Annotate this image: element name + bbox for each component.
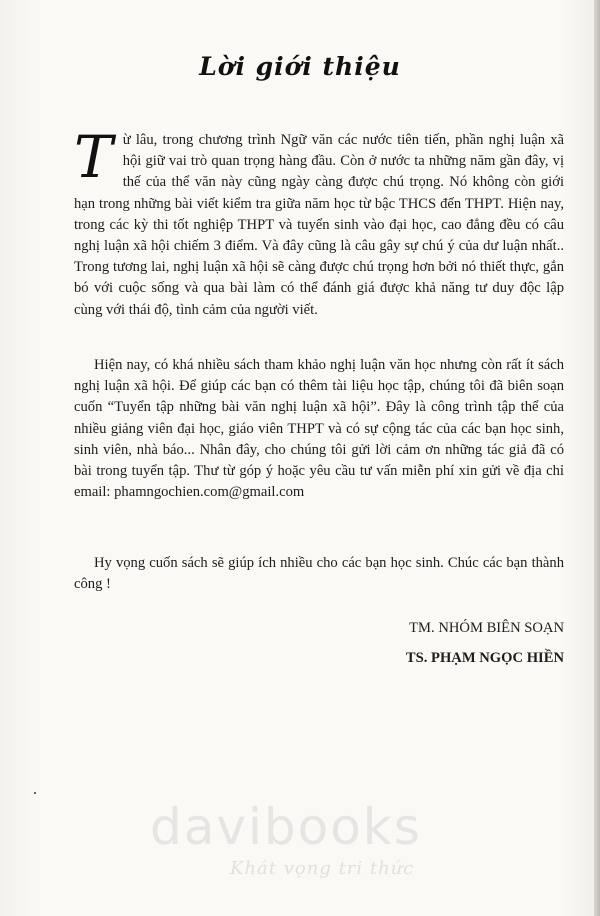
intro-paragraph-1-text: ừ lâu, trong chương trình Ngữ văn các nước tiên tiến, phần nghị luận xã hội giữ vai trò quan trọng hàng đầu. Còn ở nước ta những năm gần đây, vị thế của thể văn này cũng ngày càng được chú trọng. Nó không còn giới hạn trong những bài viết kiểm tra giữa năm học từ bậc THCS đến THPT. Hiện nay, trong các kỳ thi tốt nghiệp THPT và tuyển sinh vào đại học, cao đẳng đều có câu nghị luận xã hội chiếm 3 điểm. Và đây cũng là câu gây sự chú ý của dư luận nhất.. Trong tương lai, nghị luận xã hội sẽ càng được chú trọng hơn bởi nó thiết thực, gắn bó với cuộc sống và qua bài làm có thể đánh giá được khả năng tư duy độc lập cùng với thái độ, tình cảm của người viết. [74,132,564,318]
drop-cap: T [74,123,113,191]
intro-paragraph-2: Hiện nay, có khá nhiều sách tham khảo nghị luận văn học nhưng còn rất ít sách nghị luận xã hội. Để giúp các bạn có thêm tài liệu học tập, chúng tôi đã biên soạn cuốn “Tuyển tập những bài văn nghị luận xã hội”. Đây là công trình tập thể của nhiều giảng viên đại học, giáo viên THPT và có sự cộng tác của các bạn học sinh, sinh viên, nhà báo... Nhân đây, cho chúng tôi gửi lời cảm ơn những tác giả đã có bài trong tuyển tập. Thư từ góp ý hoặc yêu cầu tư vấn miễn phí xin gửi về địa chỉ email: phamngochien.com@gmail.com [74,357,564,501]
signature-group: TM. NHÓM BIÊN SOẠN [409,620,564,636]
watermark-tagline: Khát vọng tri thức [230,858,415,879]
ink-dot [34,792,36,794]
intro-paragraph-3: Hy vọng cuốn sách sẽ giúp ích nhiều cho các bạn học sinh. Chúc các bạn thành công ! [74,555,564,593]
watermark-brand: davibooks [150,798,422,856]
page-edge-shadow [594,0,600,916]
page-title: Lời giới thiệu [199,52,401,81]
signature-name: TS. PHẠM NGỌC HIỀN [405,650,564,666]
intro-paragraph-1 [74,123,564,321]
